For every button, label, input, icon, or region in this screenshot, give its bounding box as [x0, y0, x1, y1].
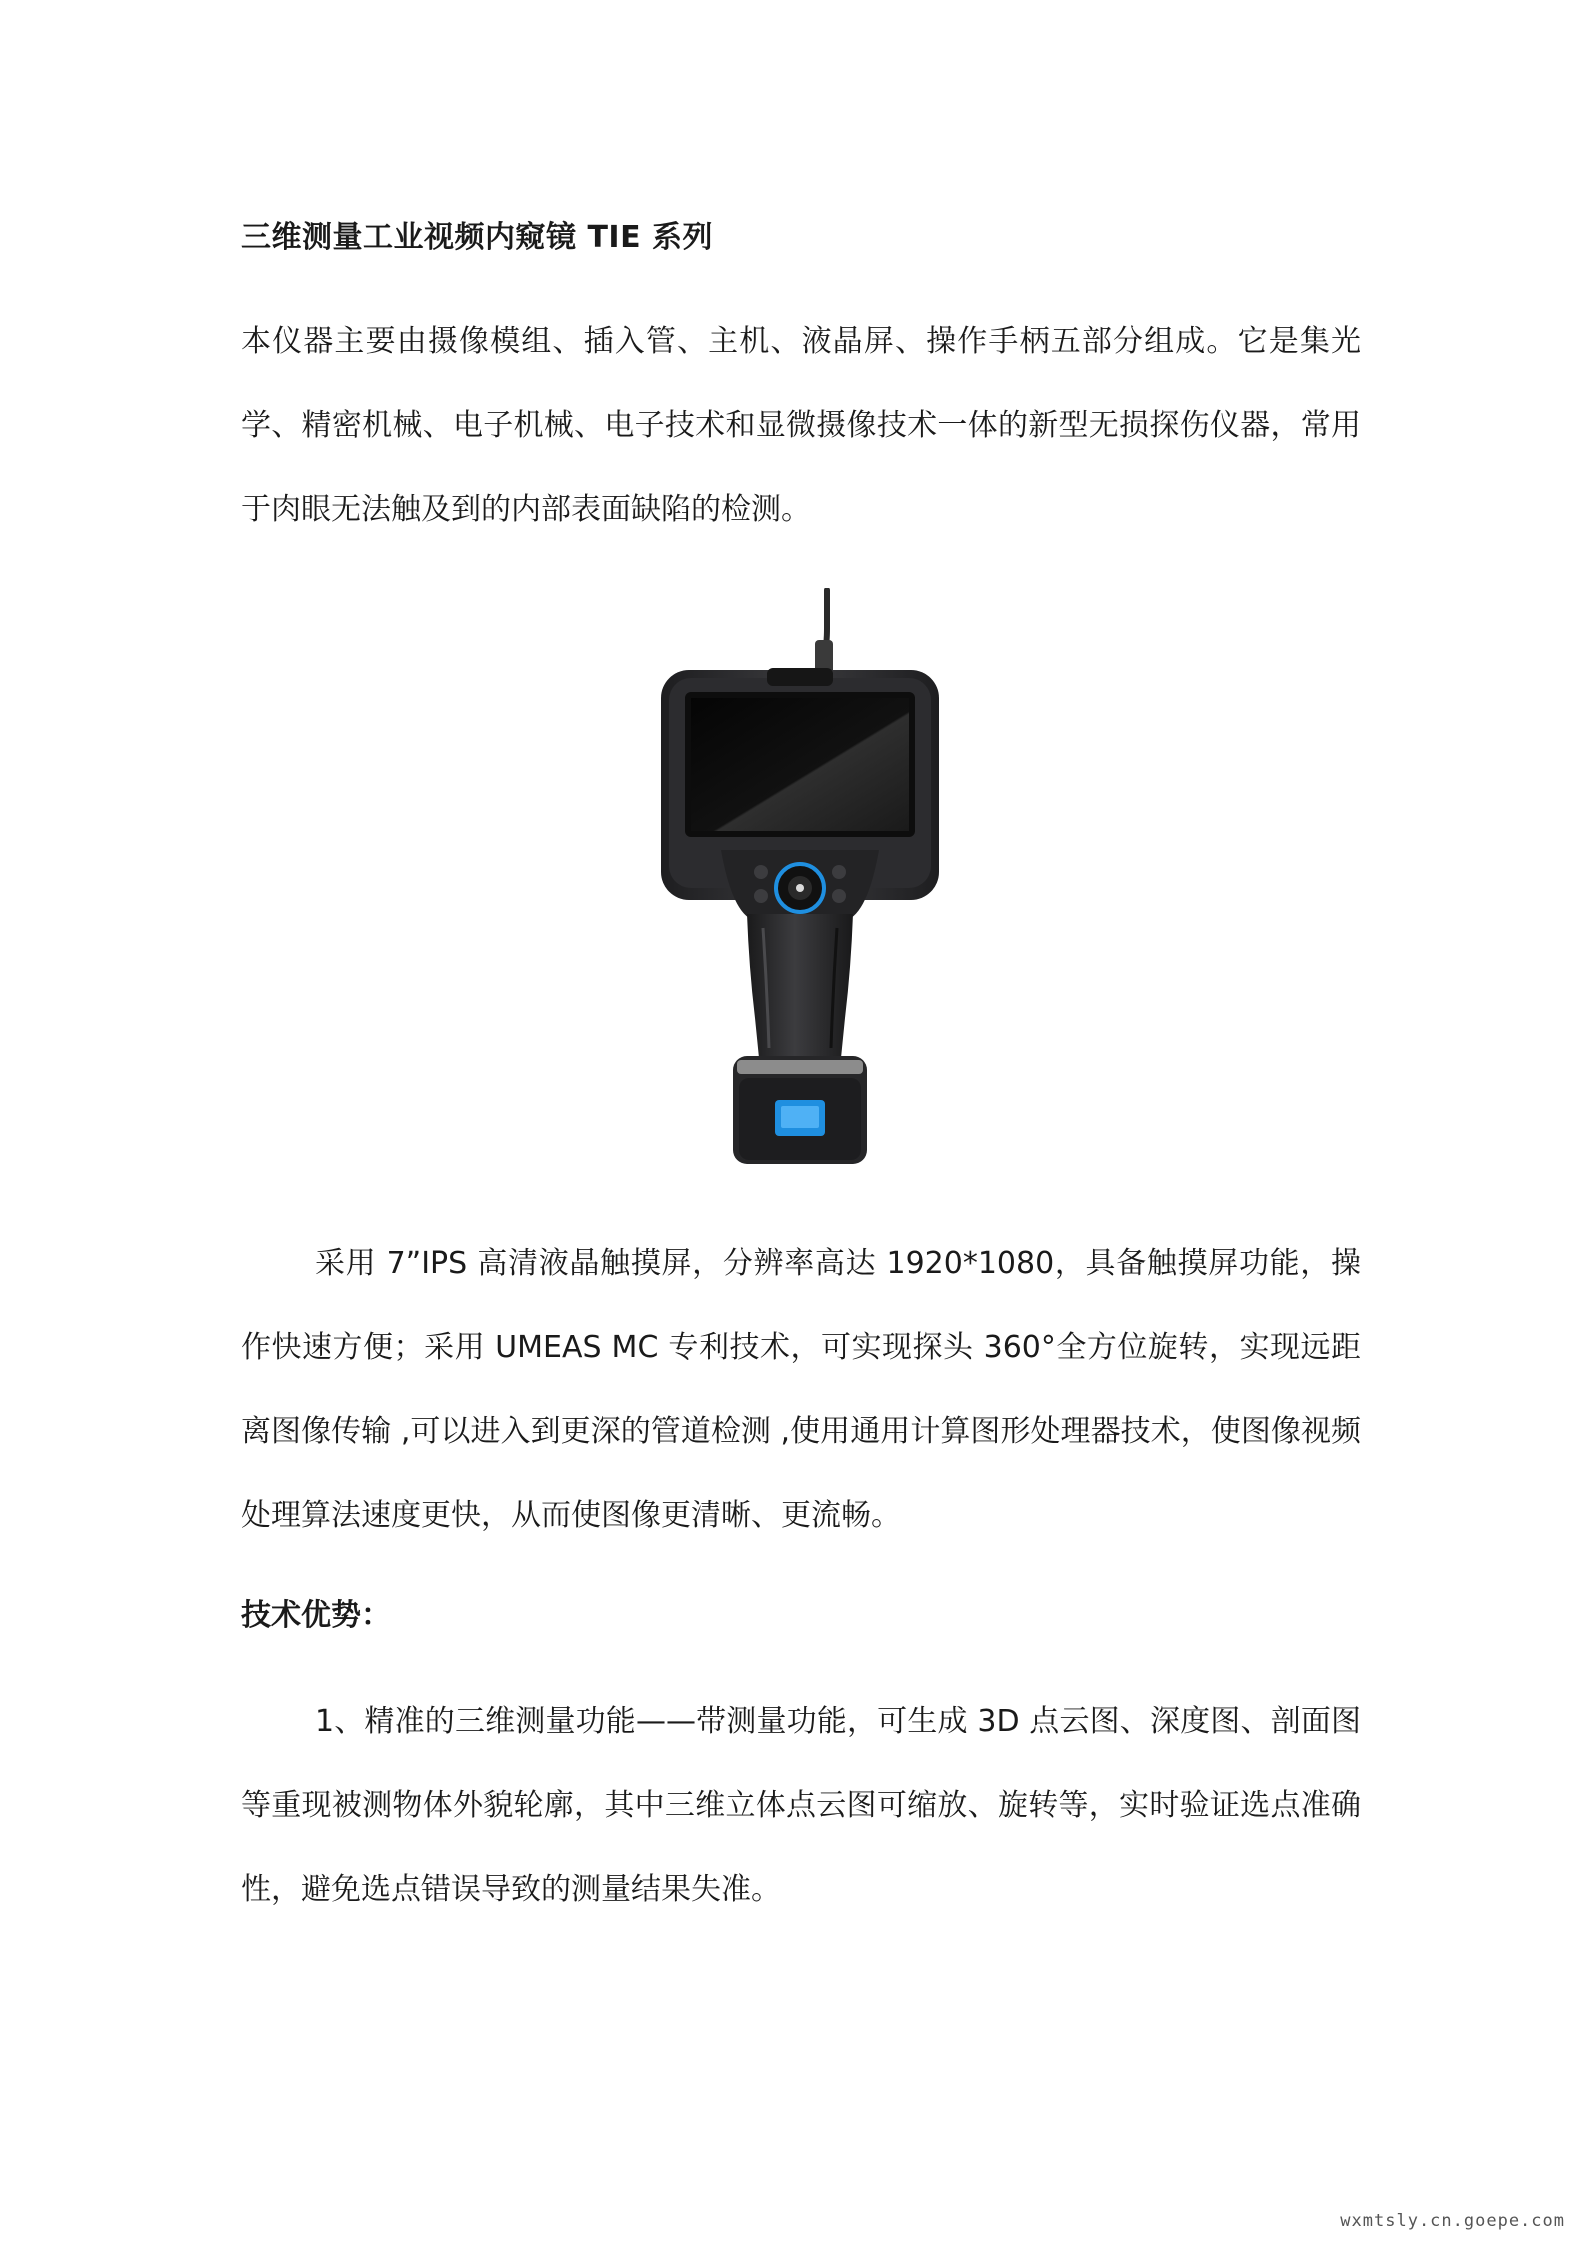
document-title: 三维测量工业视频内窥镜 TIE 系列: [241, 220, 714, 255]
intro-paragraph: 本仪器主要由摄像模组、插入管、主机、液晶屏、操作手柄五部分组成。它是集光学、精密机械、电子机械、电子技术和显微摄像技术一体的新型无损探伤仪器，常用于肉眼无法触及到的内部表面缺陷的检测。: [241, 324, 1361, 527]
section-heading-advantages: 技术优势：: [241, 1598, 391, 1633]
advantage-item-1: 1、精准的三维测量功能——带测量功能，可生成 3D 点云图、深度图、剖面图等重现被测物体外貌轮廓，其中三维立体点云图可缩放、旋转等，实时验证选点准确性，避免选点错误导致的测量结果失准。: [241, 1704, 1361, 1907]
footer-watermark: wxmtsly.cn.goepe.com: [1340, 2211, 1565, 2231]
features-paragraph: 采用 7”IPS 高清液晶触摸屏，分辨率高达 1920*1080，具备触摸屏功能，操作快速方便；采用 UMEAS MC 专利技术，可实现探头 360°全方位旋转，实现远距离图像传输 ,可以进入到更深的管道检测 ,使用通用计算图形处理器技术，使图像视频处理算法速度更快，从而使图像更清晰、更流畅。: [241, 1246, 1361, 1533]
videoscope-device-icon: [655, 588, 945, 1170]
product-image: [655, 588, 945, 1170]
